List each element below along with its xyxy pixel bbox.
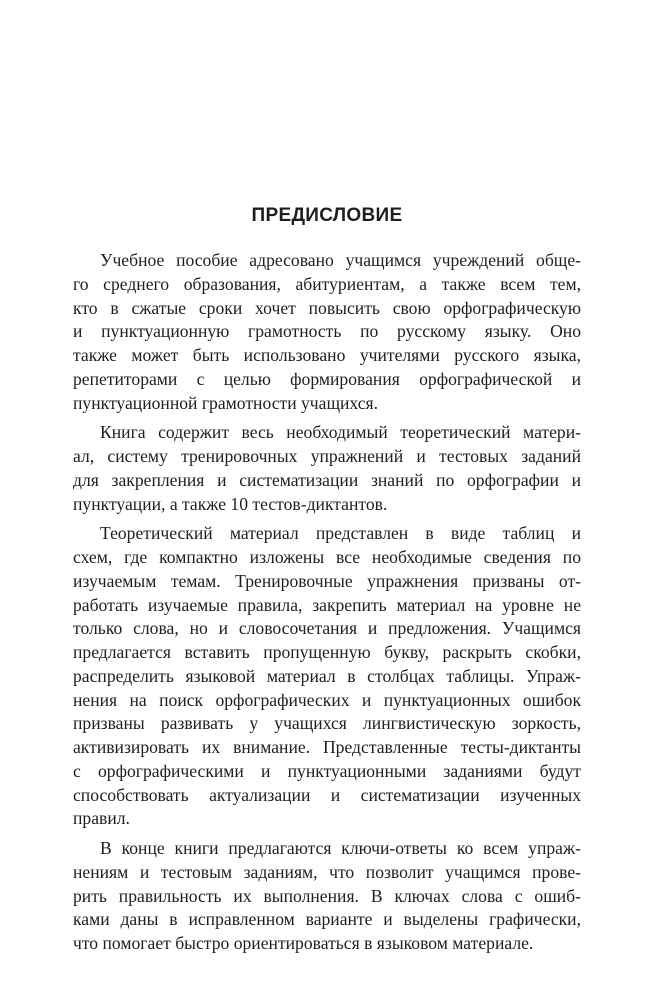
text-line: нениям и тестовым заданиям, что позволит учащимся прове- (73, 861, 581, 882)
text-line: ал, систему тренировочных упражнений и тестовых заданий (73, 446, 581, 466)
text-line: схем, где компактно изложены все необходимые сведения по (73, 547, 581, 567)
text-line: кто в сжатые сроки хочет повысить свою орфографическую (73, 297, 581, 318)
text-line: распределить языковой материал в столбцах таблицы. Упраж- (73, 665, 581, 686)
text-line: для закрепления и систематизации знаний по орфографии и (73, 469, 581, 490)
book-page (73, 0, 581, 1001)
paragraph (73, 421, 581, 516)
text-line: с орфографическими и пунктуационными заданиями будут (73, 760, 581, 781)
text-line: предлагается вставить пропущенную букву, раскрыть скобки, (73, 642, 581, 662)
paragraph (73, 837, 581, 956)
text-line: также может быть использовано учителями русского языка, (73, 345, 581, 365)
text-line: призваны развивать у учащихся лингвистическую зоркость, (73, 713, 581, 734)
text-line: репетиторами с целью формирования орфографической и (73, 368, 581, 389)
preface-text (73, 249, 581, 962)
text-line: изучаемым темам. Тренировочные упражнения призваны от- (73, 570, 581, 591)
paragraph (73, 522, 581, 831)
paragraph (73, 249, 581, 415)
page-heading: ПРЕДИСЛОВИЕ (251, 205, 403, 226)
text-line: нения на поиск орфографических и пунктуационных ошибок (73, 689, 581, 710)
text-line: и пунктуационную грамотность по русскому языку. Оно (73, 321, 581, 342)
text-line: Учебное пособие адресовано учащимся учреждений обще- (100, 250, 581, 270)
text-line: Теоретический материал представлен в виде таблиц и (100, 523, 581, 544)
text-line: пунктуационной грамотности учащихся. (73, 392, 379, 413)
text-line: что помогает быстро ориентироваться в языковом материале. (73, 933, 534, 953)
text-line: способствовать актуализации и систематизации изученных (73, 784, 581, 805)
text-line: В конце книги предлагаются ключи-ответы ко всем упраж- (100, 838, 581, 858)
text-line: только слова, но и словосочетания и предложения. Учащимся (73, 618, 581, 639)
text-line: го среднего образования, абитуриентам, а также всем тем, (73, 273, 581, 294)
text-line: рить правильность их выполнения. В ключах слова с ошиб- (73, 885, 581, 906)
text-line: Книга содержит весь необходимый теоретический матери- (100, 422, 581, 443)
text-line: правил. (73, 808, 130, 829)
text-line: пунктуации, а также 10 тестов-диктантов. (73, 493, 388, 514)
text-line: активизировать их внимание. Представленные тесты-диктанты (73, 737, 581, 757)
text-line: ками даны в исправленном варианте и выделены графически, (73, 909, 581, 930)
text-line: работать изучаемые правила, закрепить материал на уровне не (73, 594, 581, 615)
